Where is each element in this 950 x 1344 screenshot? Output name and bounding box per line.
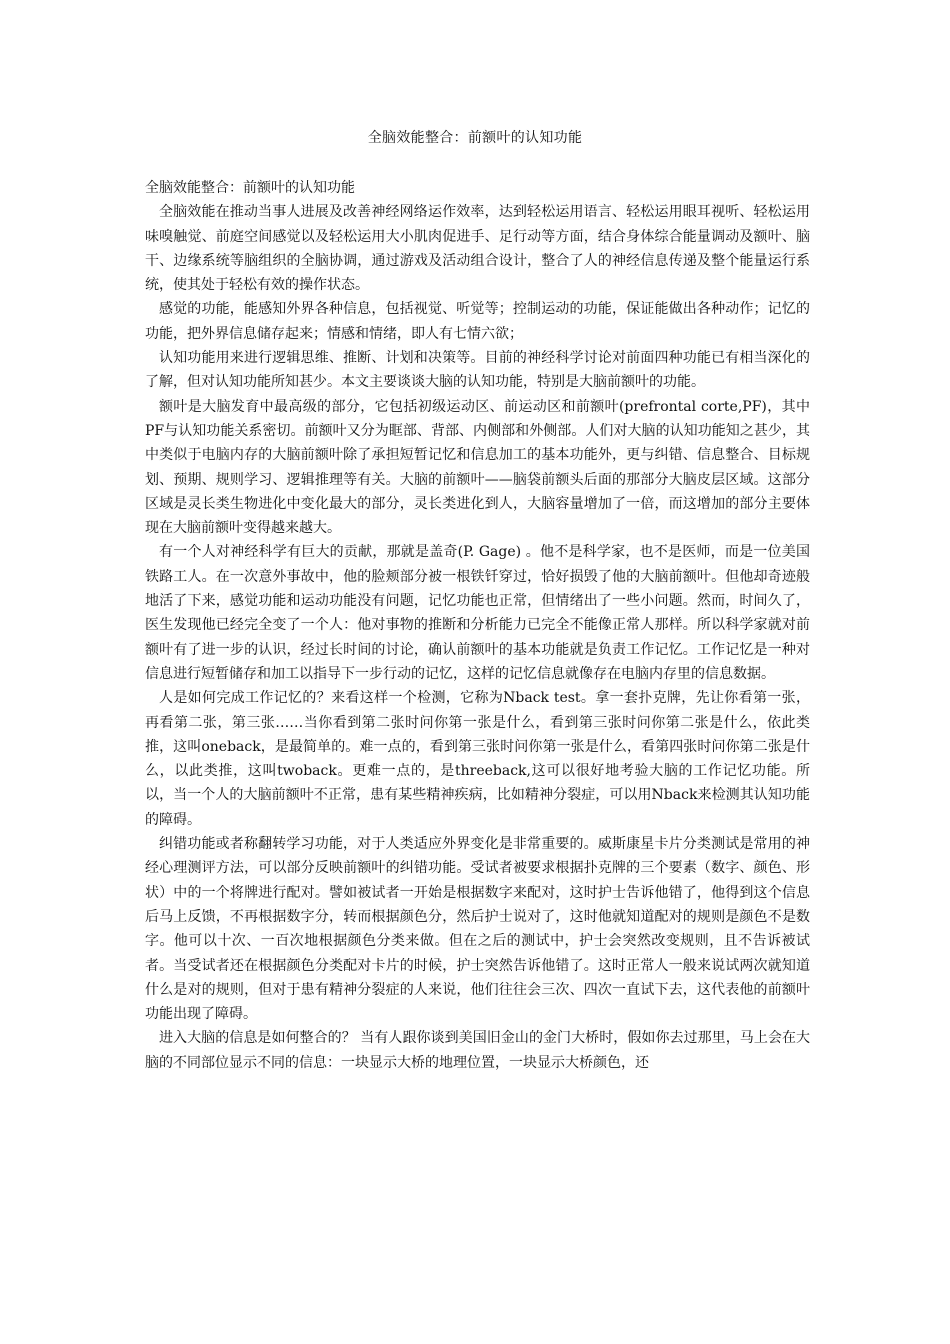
paragraph: 人是如何完成工作记忆的？来看这样一个检测，它称为Nback test。拿一套扑克牌，先让你看第一张，再看第二张，第三张……当你看到第二张时问你第一张是什么，看到第三张时问你第二张是什么，依此类推，这叫oneback，是最简单的。难一点的，看到第三张时问你第一张是什么，看第四张时问你第二张是什么，以此类推，这叫twoback。更难一点的，是threeback,这可以很好地考验大脑的工作记忆功能。所以，当一个人的大脑前额叶不正常，患有某些精神疾病，比如精神分裂症，可以用Nback来检测其认知功能的障碍。 bbox=[145, 690, 810, 828]
document-subtitle: 全脑效能整合：前额叶的认知功能 bbox=[145, 180, 355, 196]
paragraph: 认知功能用来进行逻辑思维、推断、计划和决策等。目前的神经科学讨论对前面四种功能已有相当深化的了解，但对认知功能所知甚少。本文主要谈谈大脑的认知功能，特别是大脑前额叶的功能。 bbox=[145, 350, 810, 391]
paragraph: 全脑效能在推动当事人进展及改善神经网络运作效率，达到轻松运用语言、轻松运用眼耳视听、轻松运用味嗅触觉、前庭空间感觉以及轻松运用大小肌肉促进手、足行动等方面，结合身体综合能量调动及额叶、脑干、边缘系统等脑组织的全脑协调，通过游戏及活动组合设计，整合了人的神经信息传递及整个能量运行系统，使其处于轻松有效的操作状态。 bbox=[145, 204, 810, 294]
paragraph: 额叶是大脑发育中最高级的部分，它包括初级运动区、前运动区和前额叶(prefrontal corte,PF)，其中PF与认知功能关系密切。前额叶又分为眶部、背部、内侧部和外侧部。人们对大脑的认知功能知之甚少，其中类似于电脑内存的大脑前额叶除了承担短暂记忆和信息加工的基本功能外，更与纠错、信息整合、目标规划、预期、规则学习、逻辑推理等有关。大脑的前额叶——脑袋前额头后面的那部分大脑皮层区域。这部分区域是灵长类生物进化中变化最大的部分，灵长类进化到人，大脑容量增加了一倍，而这增加的部分主要体现在大脑前额叶变得越来越大。 bbox=[145, 398, 810, 537]
paragraph: 纠错功能或者称翻转学习功能，对于人类适应外界变化是非常重要的。威斯康星卡片分类测试是常用的神经心理测评方法，可以部分反映前额叶的纠错功能。受试者被要求根据扑克牌的三个要素（数字、颜色、形状）中的一个将牌进行配对。譬如被试者一开始是根据数字来配对，这时护士告诉他错了，他得到这个信息后马上反馈，不再根据数字分，转而根据颜色分，然后护士说对了，这时他就知道配对的规则是颜色不是数字。他可以十次、一百次地根据颜色分类来做。但在之后的测试中，护士会突然改变规则，且不告诉被试者。当受试者还在根据颜色分类配对卡片的时候，护士突然告诉他错了。这时正常人一般来说试两次就知道什么是对的规则，但对于患有精神分裂症的人来说，他们往往会三次、四次一直试下去，这代表他的前额叶功能出现了障碍。 bbox=[145, 836, 810, 1023]
document-title: 全脑效能整合：前额叶的认知功能 bbox=[367, 130, 583, 146]
paragraph: 有一个人对神经科学有巨大的贡献，那就是盖奇(P. Gage) 。他不是科学家，也不是医师，而是一位美国铁路工人。在一次意外事故中，他的脸颊部分被一根铁钎穿过，恰好损毁了他的大脑前额叶。但他却奇迹般地活了下来，感觉功能和运动功能没有问题，记忆功能也正常，但情绪出了一些小问题。然而，时间久了，医生发现他已经完全变了一个人：他对事物的推断和分析能力已完全不能像正常人那样。所以科学家就对前额叶有了进一步的认识，经过长时间的讨论，确认前额叶的基本功能就是负责工作记忆。工作记忆是一种对信息进行短暂储存和加工以指导下一步行动的记忆，这样的记忆信息就像存在电脑内存里的信息数据。 bbox=[145, 544, 810, 682]
paragraph: 进入大脑的信息是如何整合的？ 当有人跟你谈到美国旧金山的金门大桥时，假如你去过那里，马上会在大脑的不同部位显示不同的信息：一块显示大桥的地理位置，一块显示大桥颜色，还 bbox=[145, 1030, 810, 1071]
document-body bbox=[145, 176, 810, 1075]
paragraph: 感觉的功能，能感知外界各种信息，包括视觉、听觉等；控制运动的功能，保证能做出各种动作；记忆的功能，把外界信息储存起来；情感和情绪，即人有七情六欲； bbox=[145, 301, 810, 342]
